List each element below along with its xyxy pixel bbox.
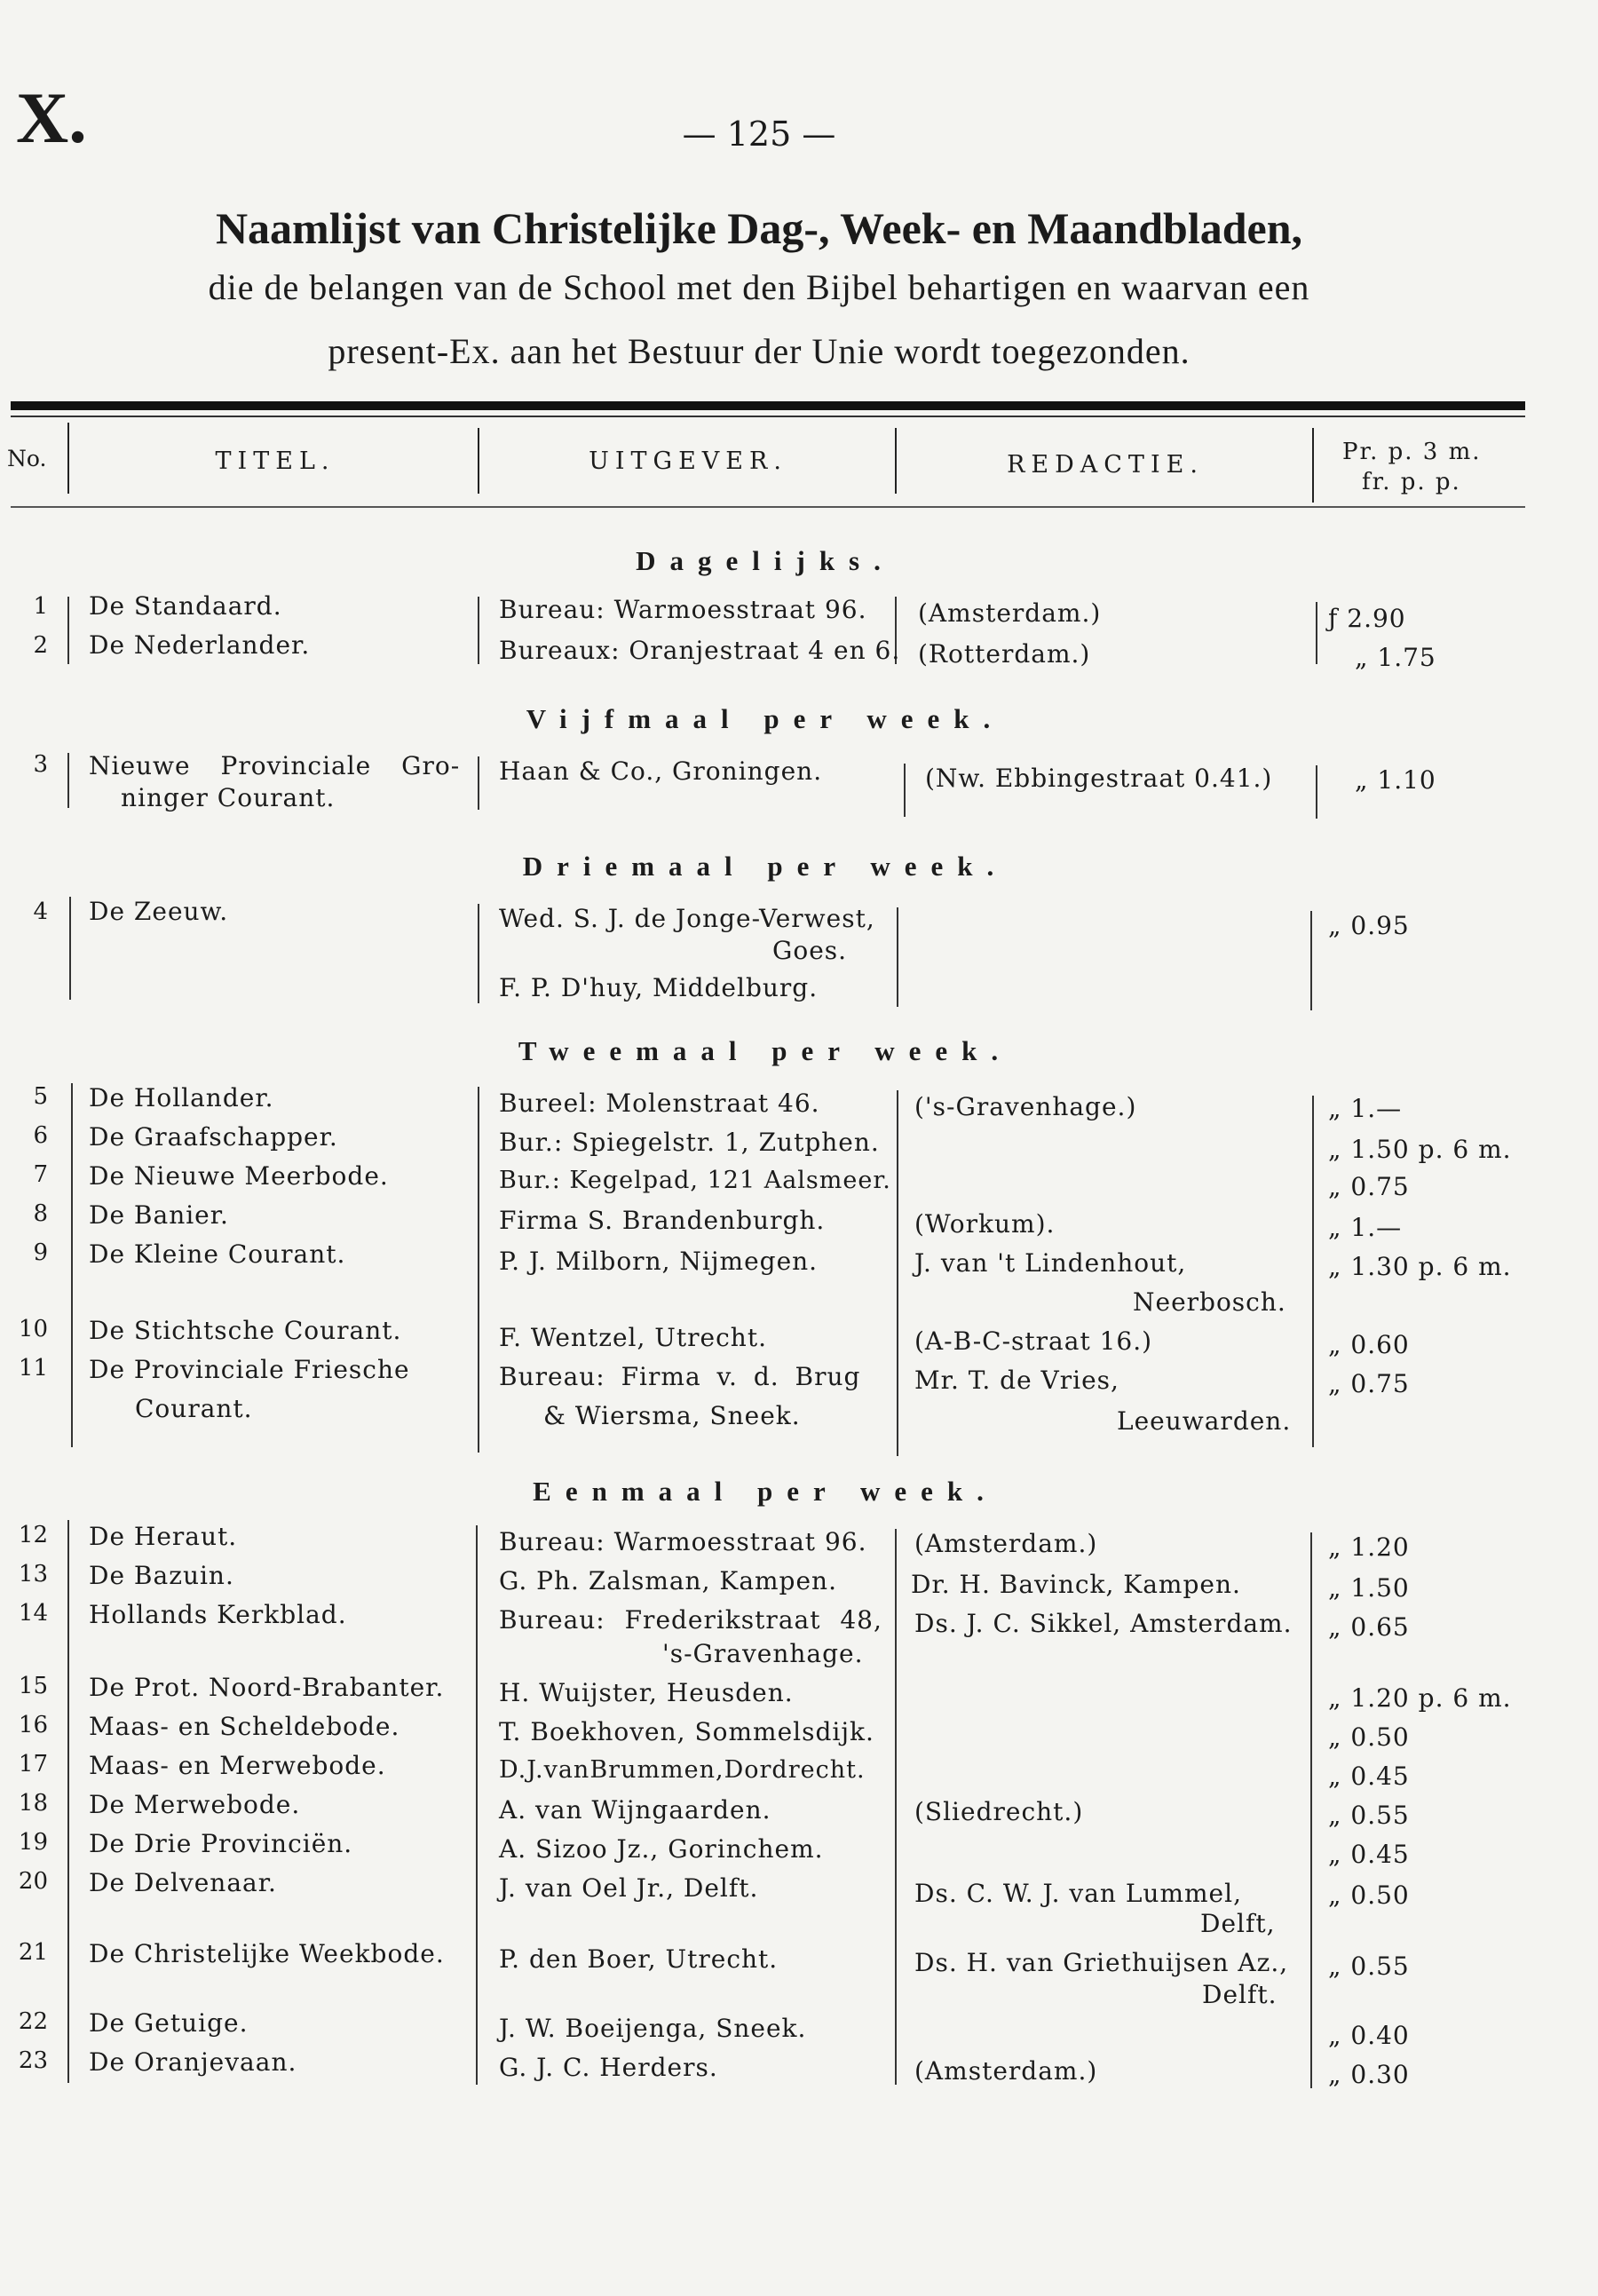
row-uitgever: G. Ph. Zalsman, Kampen. (499, 1566, 837, 1595)
row-number: 15 (18, 1673, 48, 1699)
row-number: 3 (33, 751, 48, 778)
row-redactie: (Rotterdam.) (918, 639, 1091, 669)
row-number: 23 (18, 2047, 48, 2074)
row-price: „ 1.30 p. 6 m. (1328, 1252, 1512, 1281)
row-number: 10 (18, 1316, 48, 1342)
row-number: 12 (18, 1522, 48, 1548)
row-price: „ 1.— (1328, 1094, 1403, 1123)
row-number: 9 (33, 1239, 48, 1266)
row-redactie-continued: Leeuwarden. (1117, 1406, 1292, 1436)
row-titel: Hollands Kerkblad. (89, 1600, 347, 1629)
row-redactie: (Nw. Ebbingestraat 0.41.) (925, 764, 1273, 793)
row-uitgever: P. J. Milborn, Nijmegen. (499, 1247, 819, 1276)
row-uitgever: H. Wuijster, Heusden. (499, 1678, 794, 1707)
row-number: 6 (33, 1122, 48, 1149)
row-uitgever: Haan & Co., Groningen. (499, 756, 823, 786)
row-uitgever: Firma S. Brandenburgh. (499, 1206, 826, 1235)
row-uitgever: P. den Boer, Utrecht. (499, 1944, 779, 1974)
row-number: 22 (18, 2008, 48, 2035)
row-titel: De Prot. Noord-Brabanter. (89, 1673, 445, 1702)
row-titel: Maas- en Merwebode. (89, 1751, 386, 1780)
column-header-price-line1: Pr. p. 3 m. (1342, 439, 1482, 465)
row-price: „ 1.— (1328, 1213, 1403, 1242)
row-titel-continued: ninger Courant. (121, 783, 336, 812)
column-header-price-line2: fr. p. p. (1362, 469, 1461, 495)
column-header-no: No. (7, 446, 47, 471)
row-uitgever: Bureau: Frederikstraat 48, (499, 1605, 882, 1635)
row-price: „ 1.20 p. 6 m. (1328, 1683, 1512, 1713)
row-titel: De Kleine Courant. (89, 1239, 346, 1269)
row-number: 17 (18, 1751, 48, 1777)
row-uitgever: D.J.vanBrummen,Dordrecht. (499, 1756, 866, 1784)
row-uitgever: J. W. Boeijenga, Sneek. (499, 2014, 807, 2043)
row-price: „ 0.45 (1328, 1840, 1410, 1869)
row-uitgever: A. Sizoo Jz., Gorinchem. (499, 1834, 824, 1864)
row-uitgever: Bureau: Warmoesstraat 96. (499, 1527, 867, 1556)
row-redactie: Mr. T. de Vries, (914, 1366, 1119, 1395)
row-number: 14 (18, 1600, 48, 1627)
row-titel: Nieuwe Provinciale Gro- (89, 751, 461, 780)
row-uitgever: Bureau: Warmoesstraat 96. (499, 595, 867, 624)
row-uitgever: Wed. S. J. de Jonge-Verwest, (499, 904, 875, 933)
row-redactie-continued: Delft, (1200, 1909, 1276, 1938)
subtitle-line-1: die de belangen van de School met den Bijbel behartigen en waarvan een (208, 267, 1310, 307)
row-price: „ 0.95 (1328, 911, 1410, 940)
row-price: „ 0.55 (1328, 1801, 1410, 1830)
row-uitgever-continued: Goes. (772, 936, 848, 965)
row-redactie: Ds. H. van Griethuijsen Az., (914, 1948, 1289, 1977)
row-redactie-continued: Neerbosch. (1133, 1287, 1286, 1317)
row-price: „ 0.50 (1328, 1722, 1410, 1752)
row-redactie: (Amsterdam.) (914, 2056, 1098, 2086)
row-titel: De Provinciale Friesche (89, 1355, 410, 1384)
row-price: „ 1.20 (1328, 1532, 1410, 1562)
section-heading-dagelijks: Dagelijks. (636, 545, 895, 576)
row-titel: De Christelijke Weekbode. (89, 1939, 445, 1968)
row-price: „ 0.50 (1328, 1880, 1410, 1910)
row-redactie: (Amsterdam.) (914, 1529, 1098, 1558)
row-titel: De Zeeuw. (89, 897, 229, 926)
row-redactie: Ds. J. C. Sikkel, Amsterdam. (914, 1609, 1293, 1638)
row-titel: De Getuige. (89, 2008, 249, 2038)
row-number: 2 (33, 632, 48, 659)
row-number: 13 (18, 1561, 48, 1587)
row-titel: De Merwebode. (89, 1790, 301, 1819)
section-mark: X. (16, 77, 87, 158)
row-price: „ 1.10 (1355, 765, 1436, 795)
header-rule-bottom (11, 506, 1525, 508)
header-divider (1312, 428, 1314, 503)
row-uitgever: Bur.: Kegelpad, 121 Aalsmeer. (499, 1167, 891, 1194)
row-uitgever: Bureaux: Oranjestraat 4 en 6. (499, 636, 901, 665)
section-heading-tweemaal: Tweemaal per week. (518, 1035, 1013, 1066)
row-redactie-continued: Delft. (1202, 1980, 1278, 2009)
row-number: 19 (18, 1829, 48, 1856)
row-price: „ 0.60 (1328, 1330, 1410, 1359)
row-titel: De Drie Provinciën. (89, 1829, 353, 1858)
row-redactie: (Sliedrecht.) (914, 1797, 1084, 1826)
row-titel-continued: Courant. (135, 1394, 253, 1423)
row-redactie: J. van 't Lindenhout, (914, 1248, 1187, 1278)
row-titel: De Graafschapper. (89, 1122, 338, 1152)
row-number: 7 (33, 1161, 48, 1188)
row-number: 5 (33, 1083, 48, 1110)
row-number: 11 (18, 1355, 48, 1382)
row-uitgever-second-publisher: F. P. D'huy, Middelburg. (499, 973, 819, 1002)
row-price: „ 1.50 p. 6 m. (1328, 1135, 1512, 1164)
subtitle-line-2: present-Ex. aan het Bestuur der Unie wordt toegezonden. (328, 331, 1191, 371)
column-header-redactie: REDACTIE. (1007, 451, 1204, 479)
row-uitgever: Bureau: Firma v. d. Brug (499, 1362, 861, 1391)
header-rule-thin (11, 416, 1525, 417)
row-price: „ 1.75 (1355, 643, 1436, 672)
row-price: „ 0.75 (1328, 1172, 1410, 1201)
row-titel: Maas- en Scheldebode. (89, 1712, 400, 1741)
row-uitgever: Bureel: Molenstraat 46. (499, 1089, 820, 1118)
header-divider (478, 428, 479, 494)
row-number: 21 (18, 1939, 48, 1966)
row-titel: De Oranjevaan. (89, 2047, 297, 2077)
row-uitgever: Bur.: Spiegelstr. 1, Zutphen. (499, 1128, 880, 1157)
row-number: 4 (33, 899, 48, 925)
column-header-uitgever: UITGEVER. (589, 447, 787, 475)
page-title: Naamlijst van Christelijke Dag-, Week- en Maandbladen, (215, 203, 1303, 253)
header-divider (895, 428, 897, 494)
row-number: 16 (18, 1712, 48, 1738)
row-number: 18 (18, 1790, 48, 1817)
section-heading-driemaal: Driemaal per week. (522, 851, 1009, 882)
row-redactie: Ds. C. W. J. van Lummel, (914, 1879, 1242, 1908)
row-uitgever-continued: 's-Gravenhage. (662, 1639, 864, 1668)
row-uitgever: F. Wentzel, Utrecht. (499, 1323, 767, 1352)
row-number: 8 (33, 1200, 48, 1227)
row-titel: De Bazuin. (89, 1561, 234, 1590)
row-titel: De Heraut. (89, 1522, 238, 1551)
row-price: „ 0.40 (1328, 2021, 1410, 2050)
row-number: 1 (33, 593, 48, 620)
row-price: „ 0.30 (1328, 2060, 1410, 2089)
row-price: ƒ 2.90 (1328, 604, 1406, 633)
row-titel: De Banier. (89, 1200, 229, 1230)
row-uitgever: G. J. C. Herders. (499, 2053, 718, 2082)
row-redactie: (A-B-C-straat 16.) (914, 1326, 1153, 1356)
row-titel: De Delvenaar. (89, 1868, 277, 1897)
row-price: „ 1.50 (1328, 1573, 1410, 1603)
row-redactie: Dr. H. Bavinck, Kampen. (911, 1570, 1241, 1599)
row-price: „ 0.45 (1328, 1762, 1410, 1791)
row-titel: De Stichtsche Courant. (89, 1316, 402, 1345)
row-uitgever: T. Boekhoven, Sommelsdijk. (499, 1717, 874, 1746)
row-titel: De Standaard. (89, 591, 282, 621)
row-titel: De Nieuwe Meerbode. (89, 1161, 389, 1191)
row-titel: De Hollander. (89, 1083, 274, 1112)
column-header-titel: TITEL. (215, 447, 336, 475)
row-price: „ 0.75 (1328, 1369, 1410, 1398)
header-divider (67, 423, 69, 494)
row-price: „ 0.55 (1328, 1952, 1410, 1981)
row-uitgever: A. van Wijngaarden. (499, 1795, 771, 1825)
row-number: 20 (18, 1868, 48, 1895)
row-uitgever-continued: & Wiersma, Sneek. (543, 1401, 801, 1430)
row-price: „ 0.65 (1328, 1612, 1410, 1642)
header-rule-thick (11, 401, 1525, 410)
section-heading-eenmaal: Eenmaal per week. (533, 1476, 998, 1507)
page-number: — 125 — (682, 115, 836, 154)
row-titel: De Nederlander. (89, 630, 311, 660)
row-uitgever: J. van Oel Jr., Delft. (499, 1873, 759, 1903)
section-heading-vijfmaal: Vijfmaal per week. (526, 703, 1005, 734)
row-redactie: (Workum). (914, 1209, 1056, 1239)
row-redactie: ('s-Gravenhage.) (914, 1092, 1137, 1121)
row-redactie: (Amsterdam.) (918, 598, 1102, 628)
